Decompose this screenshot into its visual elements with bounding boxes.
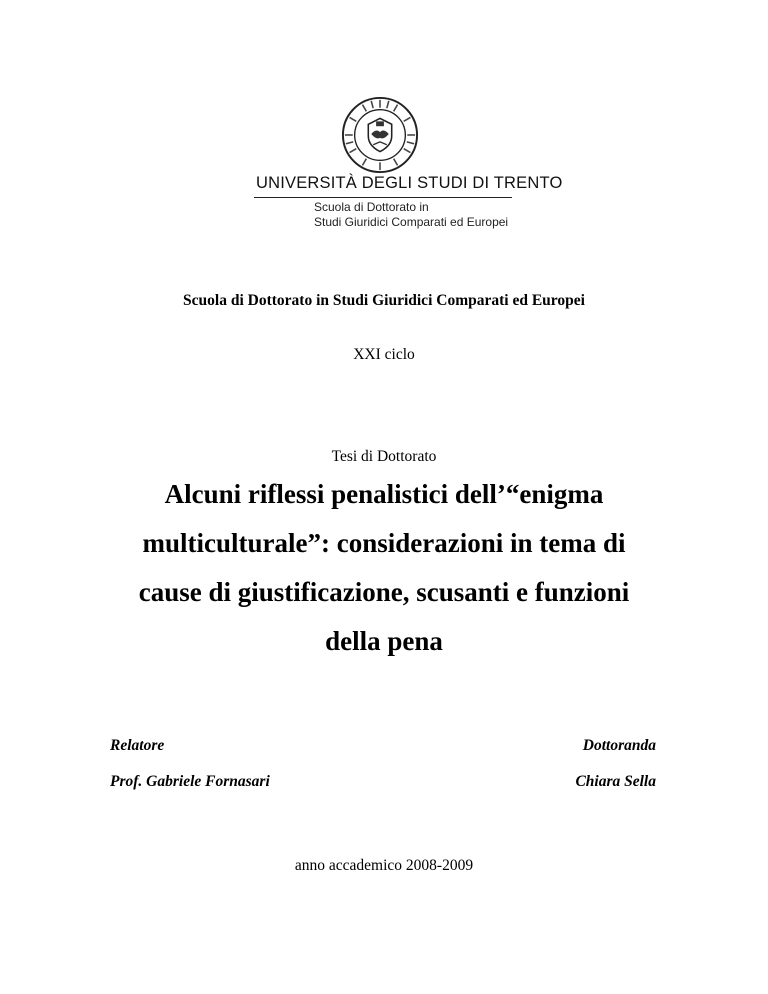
advisor-name: Prof. Gabriele Fornasari — [110, 773, 270, 790]
logo-subtitle — [314, 200, 508, 229]
thesis-title — [104, 470, 664, 666]
thesis-title-line-4: della pena — [325, 626, 443, 656]
thesis-title-line-2: multiculturale”: considerazioni in tema di — [142, 528, 626, 558]
logo-subtitle-line-2: Studi Giuridici Comparati ed Europei — [314, 214, 509, 229]
academic-year: anno accademico 2008-2009 — [294, 857, 474, 874]
advisor-block — [110, 728, 270, 800]
university-seal-icon — [341, 96, 419, 174]
candidate-role: Dottoranda — [582, 737, 656, 754]
thesis-title-line-1: Alcuni riflessi penalistici dell’“enigma — [164, 479, 604, 509]
thesis-kind: Tesi di Dottorato — [331, 448, 437, 465]
university-name: UNIVERSITÀ DEGLI STUDI DI TRENTO — [256, 174, 563, 192]
doctoral-school: Scuola di Dottorato in Studi Giuridici Comparati ed Europei — [183, 292, 585, 309]
thesis-title-line-3: cause di giustificazione, scusanti e funzioni — [138, 577, 630, 607]
candidate-block — [575, 728, 656, 800]
logo-subtitle-line-1: Scuola di Dottorato in — [314, 200, 429, 214]
doctoral-cycle: XXI ciclo — [353, 346, 415, 363]
university-logo — [240, 96, 563, 236]
candidate-name: Chiara Sella — [575, 773, 656, 790]
logo-divider — [254, 197, 512, 198]
advisor-role: Relatore — [110, 737, 165, 754]
